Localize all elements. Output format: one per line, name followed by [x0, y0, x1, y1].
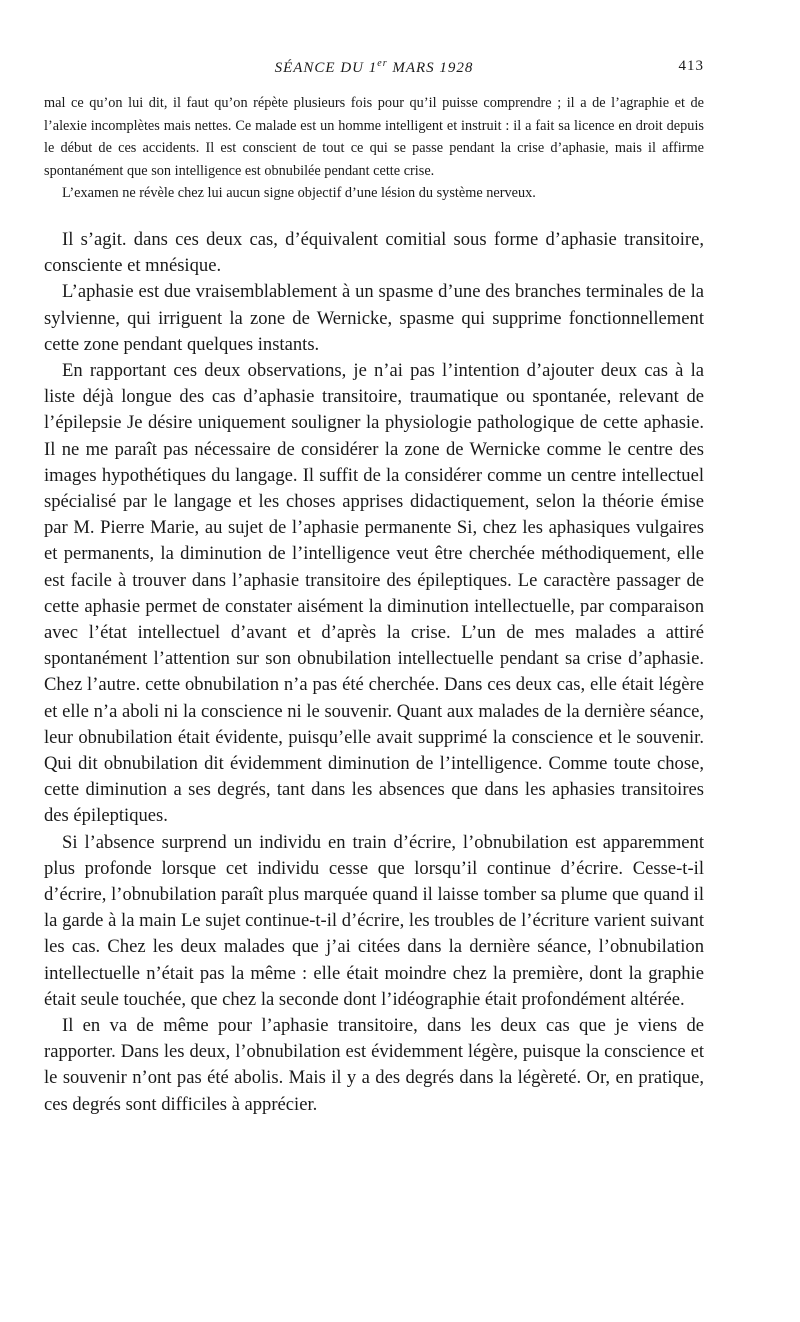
- running-header: [44, 58, 704, 88]
- running-title-text: SÉANCE DU 1: [274, 60, 378, 76]
- body-paragraph: Il s’agit. dans ces deux cas, d’équivalent comitial sous forme d’aphasie transitoire, consciente et mnésique.: [44, 228, 704, 277]
- small-paragraph: mal ce qu’on lui dit, il faut qu’on répète plusieurs fois pour qu’il puisse comprendre ; il a de l’agraphie et de l’alexie incomplètes mais nettes. Ce malade est un homme intelligent et instruit : il a fait sa licence en droit depuis le début de ces accidents. Il est conscient de tout ce qui se passe pendant la crise d’aphasie, mais il affirme spontanément que son intelligence est obnubilée pendant cette crise.: [44, 95, 704, 179]
- small-paragraph: L’examen ne révèle chez lui aucun signe objectif d’une lésion du système nerveux.: [62, 185, 536, 202]
- running-title-superscript: er: [377, 58, 388, 69]
- main-text: [44, 227, 704, 1118]
- case-report-excerpt: [44, 92, 704, 205]
- running-title: [44, 58, 704, 77]
- page-number: 413: [678, 58, 704, 74]
- body-paragraph: Il en va de même pour l’aphasie transitoire, dans les deux cas que je viens de rapporter. Dans les deux, l’obnubilation est évidemment légère, puisque la conscience et le souvenir n’ont pas été abolis. Mais il y a des degrés dans la légèreté. Or, en pratique, ces degrés sont difficiles à apprécier.: [44, 1015, 704, 1115]
- body-paragraph: L’aphasie est due vraisemblablement à un spasme d’une des branches terminales de la sylvienne, qui irriguent la zone de Wernicke, spasme qui supprime fonctionnellement cette zone pendant quelques instants.: [44, 281, 704, 355]
- body-paragraph: Si l’absence surprend un individu en train d’écrire, l’obnubilation est apparemment plus profonde lorsque cet individu cesse que lorsqu’il continue d’écrire. Cesse-t-il d’écrire, l’obnubilation paraît plus marquée quand il laisse tomber sa plume que quand il la garde à la main Le sujet continue-t-il d’écrire, les troubles de l’écriture varient suivant les cas. Chez les deux malades que j’ai citées dans la dernière séance, l’obnubilation intellectuelle n’était pas la même : elle était moindre chez la première, dont la graphie était seule touchée, que chez la seconde dont l’idéographie était profondément altérée.: [44, 831, 704, 1010]
- running-title-date: MARS 1928: [387, 60, 474, 76]
- body-paragraph: En rapportant ces deux observations, je n’ai pas l’intention d’ajouter deux cas à la liste déjà longue des cas d’aphasie transitoire, traumatique ou spontanée, relevant de l’épilepsie Je désire uniquement souligner la physiologie pathologique de cette aphasie. Il ne me paraît pas nécessaire de considérer la zone de Wernicke comme le centre des images hypothétiques du langage. Il suffit de la considérer comme un centre intellectuel spécialisé par le langage et les choses apprises didactiquement, selon la théorie émise par M. Pierre Marie, au sujet de l’aphasie permanente Si, chez les aphasiques vulgaires et permanents, la diminution de l’intelligence veut être cherchée méthodiquement, elle est facile à trouver dans l’aphasie transitoire des épileptiques. Le caractère passager de cette aphasie permet de constater aisément la diminution intellectuelle, par comparaison avec l’état intellectuel d’avant et d’après la crise. L’un de mes malades a attiré spontanément l’attention sur son obnubilation intellectuelle pendant sa crise d’aphasie. Chez l’autre. cette obnubilation n’a pas été cherchée. Dans ces deux cas, elle était légère et elle n’a aboli ni la conscience ni le souvenir. Quant aux malades de la dernière séance, leur obnubilation était évidente, puisqu’elle avait supprimé la conscience et le souvenir. Qui dit obnubilation dit évidemment diminution de l’intelligence. Comme toute chose, cette diminution a ses degrés, tant dans les absences que dans les aphasies transitoires des épileptiques.: [44, 359, 704, 827]
